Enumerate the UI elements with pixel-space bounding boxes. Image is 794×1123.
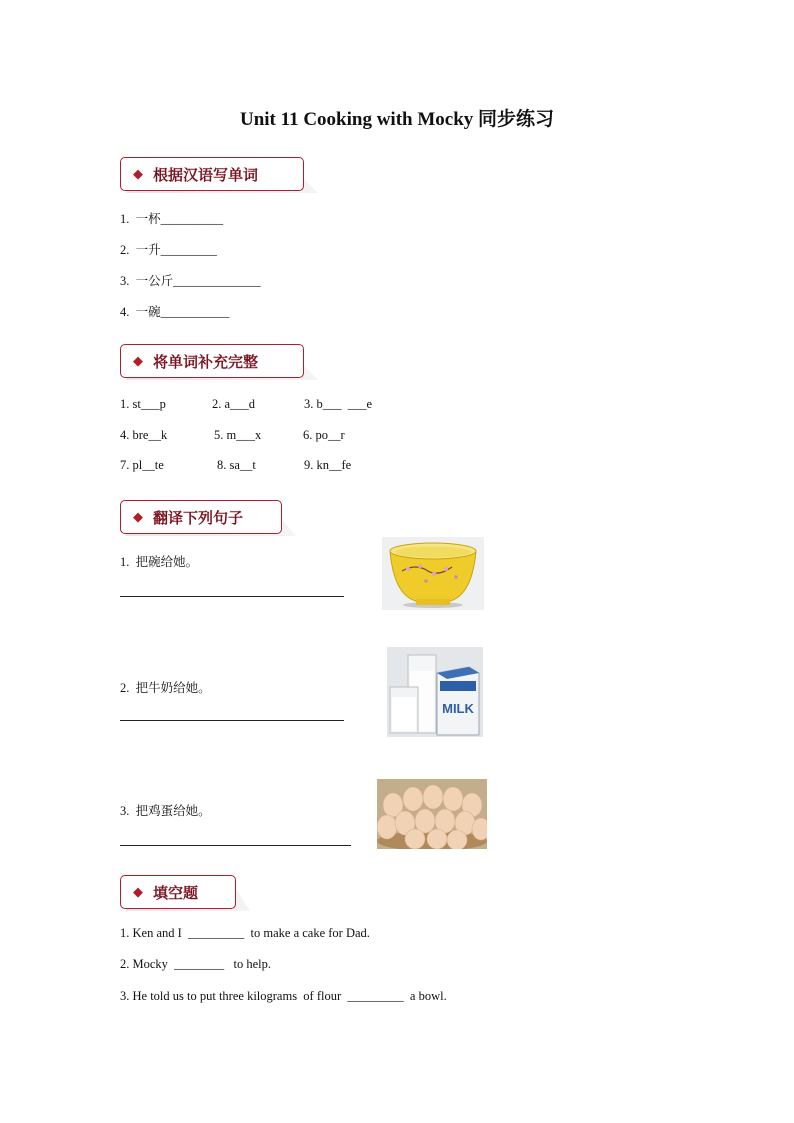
bowl-image xyxy=(382,537,484,610)
diamond-icon: ◆ xyxy=(133,884,143,899)
answer-line[interactable] xyxy=(120,720,344,721)
word-item: 6. po__r xyxy=(303,428,345,442)
fill-blank-item: 3. He told us to put three kilograms of flour _________ a bowl. xyxy=(120,989,447,1003)
translate-item: 1. 把碗给她。 xyxy=(120,555,199,569)
word-item: 8. sa__t xyxy=(217,458,256,472)
fill-blank-item: 1. Ken and I _________ to make a cake for Dad. xyxy=(120,926,370,940)
section-header-4 xyxy=(120,875,252,911)
section-header-2 xyxy=(120,344,320,380)
milk-carton-text: MILK xyxy=(442,701,474,716)
diamond-icon: ◆ xyxy=(133,353,143,368)
translate-item: 3. 把鸡蛋给她。 xyxy=(120,804,211,818)
word-item: 9. kn__fe xyxy=(304,458,352,472)
section-label: 填空题 xyxy=(153,885,199,902)
section-label: 将单词补充完整 xyxy=(153,354,259,371)
diamond-icon: ◆ xyxy=(133,166,143,181)
word-item: 2. a___d xyxy=(212,397,256,411)
section-label: 翻译下列句子 xyxy=(153,510,244,527)
answer-line[interactable] xyxy=(120,596,344,597)
vocab-item: 1. 一杯__________ xyxy=(120,212,224,226)
vocab-item: 4. 一碗___________ xyxy=(120,305,230,319)
section-header-3 xyxy=(120,500,298,536)
translate-item: 2. 把牛奶给她。 xyxy=(120,681,211,695)
fill-blank-item: 2. Mocky ________ to help. xyxy=(120,957,272,971)
vocab-item: 2. 一升_________ xyxy=(120,243,217,257)
section-label: 根据汉语写单词 xyxy=(153,167,259,184)
word-item: 5. m___x xyxy=(214,428,262,442)
word-item: 3. b___ ___e xyxy=(304,397,373,411)
word-item: 7. pl__te xyxy=(120,458,164,472)
word-item: 1. st___p xyxy=(120,397,166,411)
section-header-1 xyxy=(120,157,320,193)
page-title: Unit 11 Cooking with Mocky 同步练习 xyxy=(239,109,555,130)
answer-line[interactable] xyxy=(120,845,351,846)
vocab-item: 3. 一公斤______________ xyxy=(120,274,261,288)
diamond-icon: ◆ xyxy=(133,509,143,524)
word-item: 4. bre__k xyxy=(120,428,168,442)
eggs-image xyxy=(377,779,487,849)
milk-image xyxy=(387,647,483,737)
